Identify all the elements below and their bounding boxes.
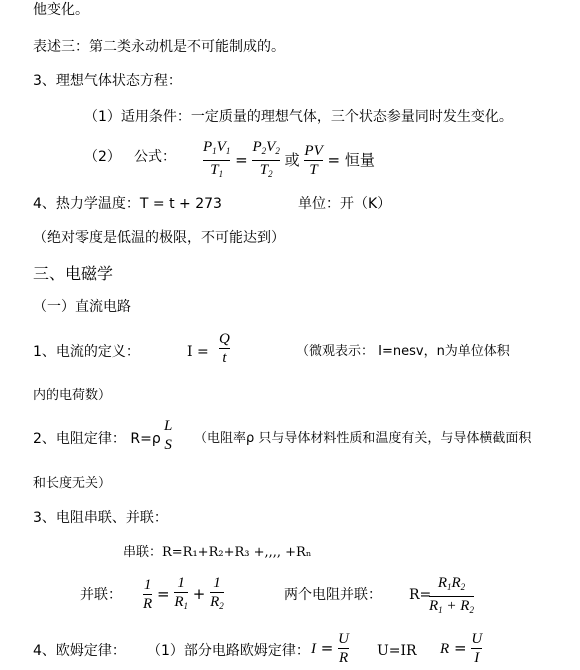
resistivity-note-cont: 和长度无关）: [33, 476, 112, 491]
formula-gs: 公式：: [134, 149, 176, 165]
section-electromagnetism: 三、电磁学: [33, 264, 114, 283]
thermo-temperature: 4、热力学温度：T = t + 273: [33, 196, 222, 212]
statement-three: 表述三：第二类永动机是不可能制成的。: [33, 39, 285, 55]
ohm-formula-3: R = $\frac{U}{I}$: [440, 631, 483, 666]
current-micro: （微观表示： I=nesv，n为单位体积: [296, 344, 510, 359]
current-fraction: $\frac{Q}{t}$: [219, 331, 230, 366]
parallel-label: 并联：: [80, 587, 122, 603]
series-parallel-heading: 3、电阻串联、并联：: [33, 510, 168, 526]
line-tabianhua: 他变化。: [33, 2, 89, 18]
ohm-formula-1: I = $\frac{U}{R}$: [311, 631, 349, 666]
subsection-dc-circuit: （一）直流电路: [33, 299, 131, 315]
applicable-conditions: （1）适用条件：一定质量的理想气体，三个状态参量同时发生变化。: [84, 109, 513, 125]
series-formula: 串联：R=R₁+R₂+R₃ +,,,, +Rₙ: [123, 545, 312, 560]
gas-equation: $\frac{P_1V_1}{T_1}$ = $\frac{P_2V_2}{T_2}$ 或 $\frac{PV}{T}$ = 恒量: [203, 139, 375, 179]
ideal-gas-heading: 3、理想气体状态方程：: [33, 73, 182, 89]
two-resistor-label: 两个电阻并联：: [284, 587, 382, 603]
resistance-fraction: $\frac{L}{S}$: [164, 418, 173, 453]
resistivity-note: （电阻率ρ 只与导体材料性质和温度有关，与导体横截面积: [194, 431, 532, 446]
ohm-formula-2: U=IR: [377, 643, 417, 659]
two-resistor-fraction: $\frac{R_1R_2}{R_1 + R_2}$: [429, 575, 474, 615]
ohms-law: 4、欧姆定律：: [33, 643, 126, 659]
current-eq-lhs: I =: [187, 344, 209, 360]
partial-circuit-ohm: （1）部分电路欧姆定律：: [147, 643, 310, 659]
unit-kelvin: 单位：开（K）: [298, 196, 392, 212]
current-micro-cont: 内的电荷数）: [33, 388, 112, 403]
current-definition: 1、电流的定义：: [33, 344, 140, 360]
absolute-zero-note: （绝对零度是低温的极限，不可能达到）: [33, 230, 285, 246]
parallel-formula: $\frac{1}{R}$ = $\frac{1}{R_1}$ + $\frac{1}{R_2}$: [143, 575, 224, 612]
resistance-law: 2、电阻定律： R=ρ: [33, 431, 161, 447]
formula-label: （2）: [84, 149, 121, 165]
two-resistor-lhs: R=: [409, 587, 432, 603]
